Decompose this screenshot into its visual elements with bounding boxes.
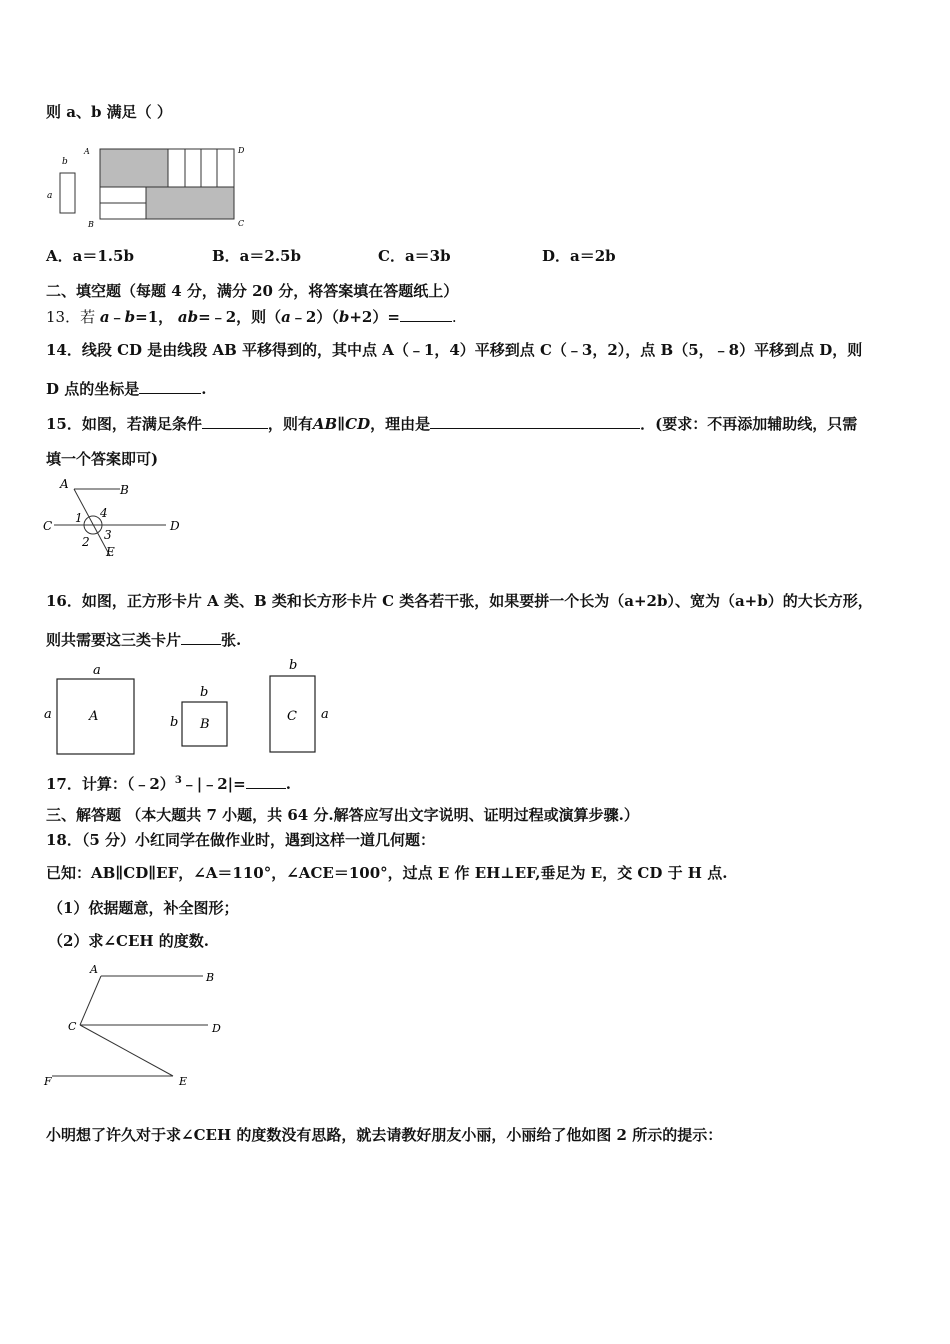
svg-text:4: 4 (100, 506, 108, 520)
svg-text:a: a (93, 663, 101, 678)
q15-line1: 15．如图，若满足条件 ，则有AB∥CD，理由是 ．(要求：不再添加辅助线，只需 (46, 412, 857, 434)
q13-answer-blank[interactable] (400, 305, 452, 322)
q16-cards-figure (40, 656, 340, 760)
svg-text:3: 3 (104, 528, 112, 542)
svg-text:A: A (60, 477, 69, 491)
svg-text:C: C (287, 709, 297, 724)
q18-figure (40, 962, 230, 1090)
q14-answer-blank[interactable] (139, 377, 201, 394)
shaded-bottom (146, 187, 234, 219)
svg-text:1: 1 (75, 511, 83, 525)
q15-line2: 填一个答案即可) (46, 450, 159, 468)
label-B: B (88, 220, 94, 229)
q18-line5: 小明想了许久对于求∠CEH 的度数没有思路，就去请教好朋友小丽，小丽给了他如图 2 所示的提示： (46, 1126, 723, 1144)
q18-line2: 已知：AB∥CD∥EF，∠A＝110°，∠ACE＝100°，过点 E 作 EH⊥EF,垂足为 E，交 CD 于 H 点. (46, 864, 728, 882)
svg-text:a: a (321, 707, 329, 722)
svg-text:B: B (120, 483, 129, 497)
q12-option-b[interactable]: B．a＝2.5b (212, 247, 301, 265)
q18-line1: 18．（5 分）小红同学在做作业时，遇到这样一道几何题： (46, 831, 436, 849)
q15-figure (40, 476, 190, 562)
q18-line3: （1）依据题意，补全图形； (48, 899, 239, 917)
label-a: a (47, 191, 53, 201)
svg-text:C: C (43, 519, 53, 533)
label-b: b (62, 157, 68, 167)
label-D: D (238, 146, 245, 155)
q15-condition-blank[interactable] (202, 412, 268, 429)
small-rect (60, 173, 75, 213)
svg-text:b: b (170, 715, 179, 730)
shaded-top (100, 149, 168, 187)
q16-line1: 16．如图，正方形卡片 A 类、B 类和长方形卡片 C 类各若干张，如果要拼一个长为（a+2b）、宽为（a+b）的大长方形， (46, 592, 873, 610)
svg-text:C: C (68, 1020, 77, 1033)
svg-text:a: a (44, 707, 52, 722)
svg-text:b: b (289, 658, 298, 673)
q15-reason-blank[interactable] (430, 412, 640, 429)
svg-text:A: A (90, 963, 98, 976)
q16-answer-blank[interactable] (181, 628, 221, 645)
q17-answer-blank[interactable] (246, 772, 286, 789)
svg-text:B: B (206, 971, 215, 984)
svg-text:D: D (170, 519, 180, 533)
q14-line1: 14．线段 CD 是由线段 AB 平移得到的，其中点 A（﹣1，4）平移到点 C（﹣3，2），点 B（5，﹣8）平移到点 D，则 (46, 341, 863, 359)
svg-text:E: E (106, 545, 115, 559)
section3-title: 三、解答题 （本大题共 7 小题，共 64 分.解答应写出文字说明、证明过程或演算步骤.） (46, 806, 639, 824)
svg-text:F: F (44, 1075, 52, 1088)
q18-line4: （2）求∠CEH 的度数. (48, 932, 209, 950)
svg-text:b: b (200, 685, 209, 700)
svg-text:D: D (212, 1022, 221, 1035)
q16-line2: 则共需要这三类卡片 张. (46, 628, 241, 650)
q12-option-a[interactable]: A．a＝1.5b (46, 247, 134, 265)
q13: 13．若 a﹣b=1， ab=﹣2，则（a﹣2）（b+2）= . (46, 305, 457, 327)
q12-figure (44, 142, 254, 230)
q12-stem: 则 a、b 满足（ ） (46, 103, 172, 121)
q17: 17．计算：（﹣2）$^3$﹣|﹣2|= . (46, 771, 291, 794)
section2-title: 二、填空题（每题 4 分，满分 20 分，将答案填在答题纸上） (46, 282, 459, 300)
q12-option-d[interactable]: D．a＝2b (542, 247, 616, 265)
svg-text:2: 2 (82, 535, 90, 549)
label-C: C (238, 219, 245, 228)
label-A: A (84, 147, 90, 156)
q12-option-c[interactable]: C．a＝3b (378, 247, 451, 265)
q14-line2: D 点的坐标是 . (46, 377, 206, 399)
svg-text:B: B (200, 717, 210, 732)
svg-text:A: A (89, 709, 99, 724)
svg-text:E: E (179, 1075, 188, 1088)
